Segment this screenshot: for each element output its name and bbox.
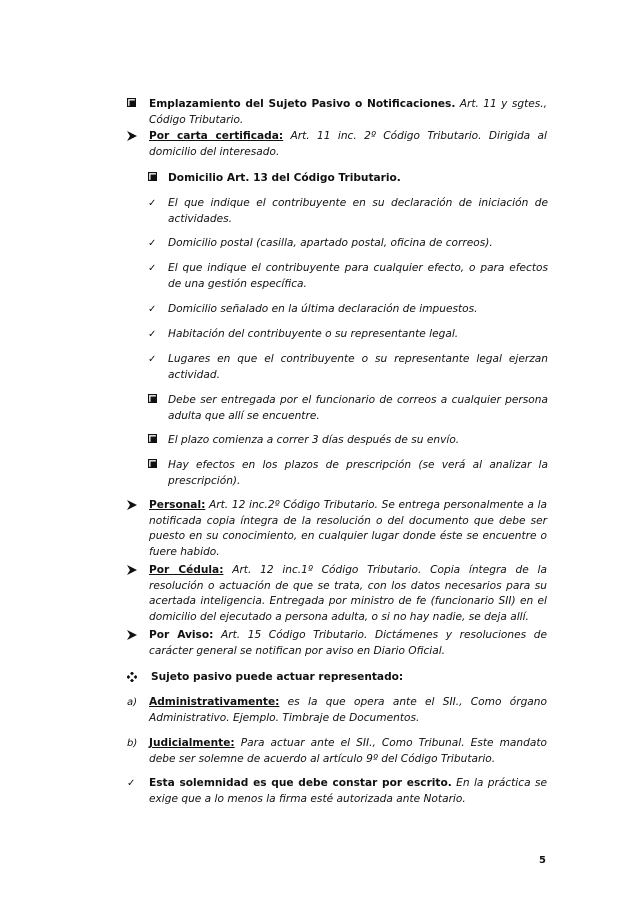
list-item (148, 261, 548, 292)
item-heading: Por carta certificada: (149, 130, 284, 142)
list-item (148, 458, 548, 489)
list-item (127, 129, 547, 160)
checkmark-bullet-icon: ✓ (148, 198, 157, 209)
item-text: Domicilio señalado en la última declaración de impuestos. (168, 303, 478, 315)
list-item (148, 302, 548, 318)
item-text: Domicilio postal (casilla, apartado postal, oficina de correos). (168, 237, 493, 249)
checkmark-bullet-icon: ✓ (148, 354, 157, 365)
item-text: Art. 15 Código Tributario. Dictámenes y resoluciones de carácter general se notifican por aviso en Diario Oficial. (149, 629, 547, 657)
checkmark-bullet-icon: ✓ (148, 304, 157, 315)
checkmark-bullet-icon: ✓ (148, 329, 157, 340)
item-text: es la que opera ante el SII., Como órgano Administrativo. Ejemplo. Timbraje de Documentos. (149, 696, 547, 724)
item-heading: Personal: (149, 499, 206, 511)
list-marker: a) (127, 697, 138, 708)
checkbox-bullet-icon (127, 98, 136, 107)
list-item (148, 433, 548, 449)
list-item (127, 695, 547, 726)
checkbox-bullet-icon (148, 434, 157, 443)
list-item (127, 97, 547, 128)
item-text: Hay efectos en los plazos de prescripción (se verá al analizar la prescripción). (168, 459, 548, 487)
item-heading: Emplazamiento del Sujeto Pasivo o Notificaciones. (149, 98, 456, 110)
item-text: Debe ser entregada por el funcionario de correos a cualquier persona adulta que allí se encuentre. (168, 394, 548, 422)
item-heading: Sujeto pasivo puede actuar representado: (151, 671, 404, 683)
list-item (148, 236, 548, 252)
item-text: Lugares en que el contribuyente o su representante legal ejerzan actividad. (168, 353, 548, 381)
item-text: Para actuar ante el SII., Como Tribunal. Este mandato debe ser solemne de acuerdo al artículo 9º del Código Tributario. (149, 737, 547, 765)
item-text: En la práctica se exige que a lo menos la firma esté autorizada ante Notario. (149, 777, 547, 805)
list-marker: b) (127, 738, 138, 749)
item-heading: Administrativamente: (149, 696, 280, 708)
item-text: Art. 11 y sgtes., Código Tributario. (149, 98, 548, 126)
checkbox-bullet-icon (148, 172, 157, 181)
list-item (148, 327, 548, 343)
item-text: Art. 11 inc. 2º Código Tributario. Dirigida al domicilio del interesado. (149, 130, 547, 158)
item-text: Art. 12 inc.1º Código Tributario. Copia íntegra de la resolución o actuación de que se trata, con los datos necesarios para su acertada inteligencia. Entregada por ministro de fe (funcionario SII) en el domicilio del ejecutado a persona adulta, o si no hay nadie, se deja allí. (149, 564, 547, 623)
list-item (148, 393, 548, 424)
list-item (148, 196, 548, 227)
item-heading: Domicilio Art. 13 del Código Tributario. (168, 172, 401, 184)
list-item (127, 776, 547, 807)
item-heading: Esta solemnidad es que debe constar por escrito. (149, 777, 452, 789)
item-text: Art. 12 inc.2º Código Tributario. Se entrega personalmente a la notificada copia íntegra de la resolución o del documento que debe ser puesto en su conocimiento, en cualquier lugar donde éste se encuentre o fuere habido. (149, 499, 547, 558)
item-text: El que indique el contribuyente para cualquier efecto, o para efectos de una gestión específica. (168, 262, 548, 290)
item-heading: Judicialmente: (149, 737, 235, 749)
list-item (127, 628, 547, 659)
diamond-bullet-icon (127, 672, 137, 682)
list-item (148, 171, 548, 187)
arrow-bullet-icon (127, 630, 137, 640)
checkmark-bullet-icon: ✓ (148, 263, 157, 274)
arrow-bullet-icon (127, 565, 137, 575)
item-text: El plazo comienza a correr 3 días después de su envío. (168, 434, 460, 446)
list-item (127, 736, 547, 767)
item-heading: Por Cédula: (149, 564, 224, 576)
list-item (148, 352, 548, 383)
item-text: Habitación del contribuyente o su representante legal. (168, 328, 459, 340)
arrow-bullet-icon (127, 131, 137, 141)
item-heading: Por Aviso: (149, 629, 214, 641)
checkmark-bullet-icon: ✓ (148, 238, 157, 249)
item-text: El que indique el contribuyente en su declaración de iniciación de actividades. (168, 197, 548, 225)
checkmark-bullet-icon: ✓ (127, 778, 136, 789)
list-item (127, 498, 547, 560)
page-number: 5 (539, 855, 546, 866)
list-item (127, 670, 547, 686)
checkbox-bullet-icon (148, 459, 157, 468)
list-item (127, 563, 547, 625)
checkbox-bullet-icon (148, 394, 157, 403)
arrow-bullet-icon (127, 500, 137, 510)
